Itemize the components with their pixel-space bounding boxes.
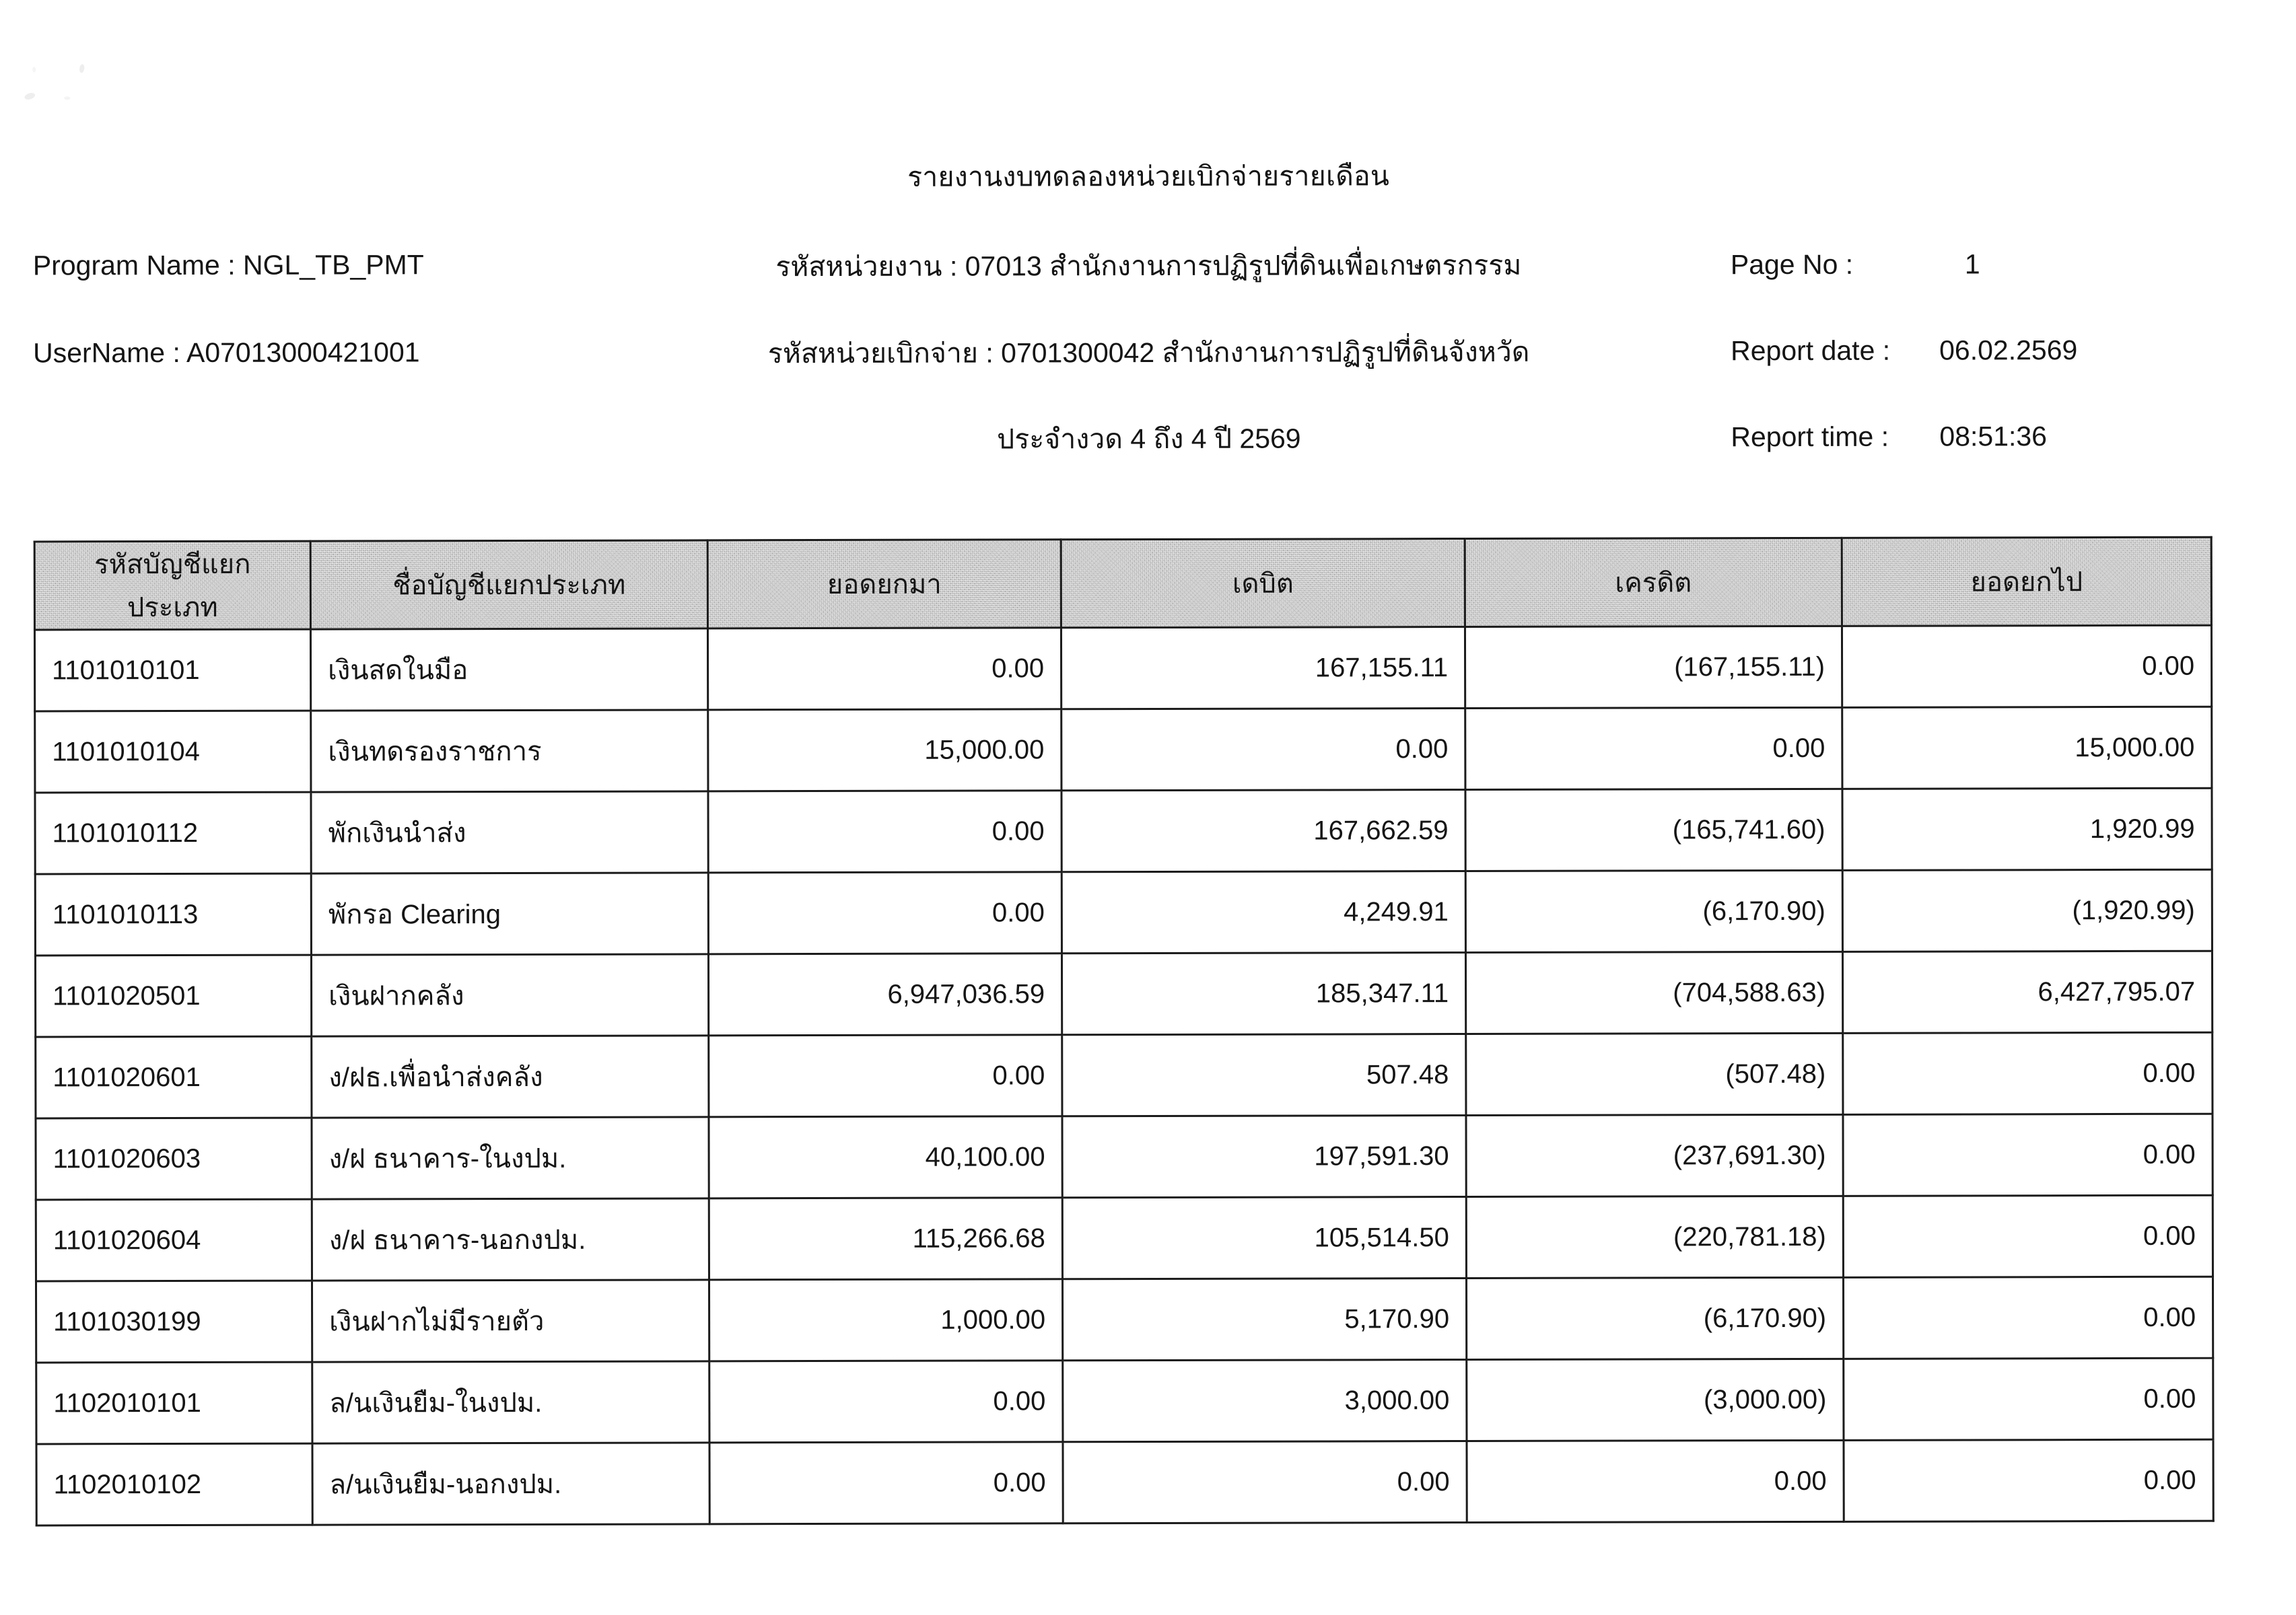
cell-credit: (6,170.90)	[1465, 870, 1842, 952]
cell-account-name: ล/นเงินยืม-ในงปม.	[312, 1361, 709, 1443]
cell-opening-balance: 0.00	[707, 628, 1061, 710]
report-time-value: 08:51:36	[1939, 421, 2048, 452]
cell-account-name: ล/นเงินยืม-นอกงปม.	[312, 1443, 709, 1525]
cell-credit: (704,588.63)	[1465, 952, 1842, 1034]
page-no-label: Page No :	[1730, 248, 1854, 281]
cell-closing-balance: 0.00	[1843, 1277, 2213, 1359]
cell-closing-balance: 6,427,795.07	[1842, 951, 2212, 1033]
cell-opening-balance: 0.00	[708, 872, 1062, 954]
cell-debit: 167,155.11	[1061, 627, 1465, 709]
cell-account-code: 1101010104	[35, 711, 311, 793]
cell-account-code: 1101020603	[36, 1118, 312, 1200]
table-row	[36, 1358, 2213, 1444]
cell-closing-balance: 0.00	[1843, 1114, 2213, 1196]
user-name-label: UserName : A07013000421001	[33, 336, 420, 369]
report-date-value: 06.02.2569	[1939, 334, 2078, 366]
cell-closing-balance: 0.00	[1843, 1032, 2213, 1114]
table-row	[35, 707, 2212, 793]
table-row	[35, 869, 2212, 956]
report-date-label: Report date :	[1731, 334, 1891, 367]
cell-credit: (167,155.11)	[1465, 626, 1842, 708]
cell-closing-balance: 15,000.00	[1842, 707, 2212, 789]
column-header-credit: เครดิต	[1465, 538, 1842, 626]
table-body	[34, 625, 2213, 1526]
cell-account-code: 1102010102	[36, 1443, 312, 1526]
cell-opening-balance: 15,000.00	[708, 709, 1062, 791]
program-name-label: Program Name : NGL_TB_PMT	[32, 249, 424, 281]
payer-unit-code-line: รหัสหน่วยเบิกจ่าย : 0701300042 สำนักงานการปฏิรูปที่ดินจังหวัด	[767, 336, 1530, 369]
cell-account-code: 1101030199	[36, 1281, 312, 1363]
agency-code-line: รหัสหน่วยงาน : 07013 สำนักงานการปฏิรูปที่ดินเพื่อเกษตรกรรม	[775, 249, 1522, 283]
cell-opening-balance: 0.00	[709, 1442, 1063, 1524]
table-row	[35, 951, 2212, 1037]
table-row	[36, 1277, 2213, 1363]
cell-debit: 4,249.91	[1062, 871, 1465, 954]
cell-account-code: 1101010112	[35, 792, 311, 874]
cell-closing-balance: 0.00	[1844, 1358, 2213, 1440]
cell-closing-balance: 0.00	[1843, 1195, 2213, 1277]
table-row	[36, 1114, 2213, 1200]
cell-opening-balance: 1,000.00	[709, 1279, 1062, 1361]
page-title: รายงานงบทดลองหน่วยเบิกจ่ายรายเดือน	[907, 160, 1390, 192]
cell-credit: 0.00	[1467, 1440, 1844, 1522]
cell-debit: 507.48	[1062, 1034, 1466, 1116]
cell-closing-balance: 1,920.99	[1842, 788, 2212, 870]
column-header-account-code: รหัสบัญชีแยกประเภท	[34, 541, 310, 630]
report-period-line: ประจำงวด 4 ถึง 4 ปี 2569	[997, 423, 1301, 455]
column-header-account-name: ชื่อบัญชีแยกประเภท	[310, 540, 707, 629]
report-time-label: Report time :	[1731, 421, 1889, 453]
cell-debit: 0.00	[1062, 709, 1465, 791]
cell-account-name: ง/ฝ ธนาคาร-นอกงปม.	[312, 1198, 709, 1281]
cell-debit: 105,514.50	[1062, 1197, 1466, 1279]
cell-debit: 0.00	[1063, 1441, 1467, 1523]
cell-opening-balance: 0.00	[709, 1035, 1062, 1117]
cell-debit: 3,000.00	[1063, 1360, 1467, 1442]
cell-account-code: 1101010113	[35, 873, 311, 956]
cell-account-name: ง/ฝ ธนาคาร-ในงปม.	[312, 1117, 709, 1199]
cell-credit: (237,691.30)	[1466, 1114, 1843, 1196]
cell-closing-balance: 0.00	[1844, 1439, 2213, 1521]
table-row	[36, 1195, 2213, 1281]
cell-account-name: พักรอ Clearing	[311, 873, 708, 955]
table-row	[35, 788, 2212, 874]
cell-closing-balance: 0.00	[1842, 625, 2211, 707]
cell-credit: 0.00	[1465, 707, 1842, 789]
trial-balance-table	[34, 536, 2215, 1527]
cell-credit: (3,000.00)	[1467, 1359, 1844, 1441]
table-row	[36, 1439, 2213, 1526]
cell-opening-balance: 6,947,036.59	[708, 954, 1062, 1036]
cell-opening-balance: 115,266.68	[709, 1198, 1062, 1280]
cell-account-name: ง/ฝธ.เพื่อนำส่งคลัง	[312, 1036, 709, 1118]
table-header-row	[34, 537, 2211, 630]
cell-account-code: 1101020501	[35, 955, 311, 1037]
report-header	[0, 0, 2296, 514]
cell-debit: 197,591.30	[1062, 1116, 1466, 1198]
table-row	[34, 625, 2211, 711]
cell-debit: 167,662.59	[1062, 790, 1465, 872]
cell-account-code: 1101020601	[36, 1036, 312, 1118]
cell-account-name: เงินฝากไม่มีรายตัว	[312, 1280, 709, 1362]
page-no-value: 1	[1964, 248, 1980, 280]
cell-opening-balance: 0.00	[709, 1361, 1063, 1443]
cell-opening-balance: 40,100.00	[709, 1116, 1062, 1198]
cell-credit: (507.48)	[1466, 1033, 1843, 1115]
cell-opening-balance: 0.00	[708, 791, 1062, 873]
cell-credit: (220,781.18)	[1466, 1196, 1843, 1278]
column-header-closing-balance: ยอดยกไป	[1842, 537, 2211, 626]
cell-account-name: เงินสดในมือ	[310, 629, 707, 711]
cell-account-name: เงินทดรองราชการ	[311, 710, 708, 792]
cell-account-name: พักเงินนำส่ง	[311, 791, 708, 873]
cell-account-code: 1101020604	[36, 1199, 312, 1281]
trial-balance-table-wrapper	[34, 536, 2213, 1527]
cell-credit: (6,170.90)	[1466, 1277, 1843, 1359]
column-header-debit: เดบิต	[1061, 539, 1465, 628]
column-header-opening-balance: ยอดยกมา	[707, 540, 1061, 629]
cell-debit: 185,347.11	[1062, 953, 1465, 1035]
cell-account-code: 1101010101	[34, 629, 310, 711]
table-row	[36, 1032, 2213, 1118]
cell-account-name: เงินฝากคลัง	[311, 954, 708, 1036]
cell-account-code: 1102010101	[36, 1362, 312, 1444]
cell-debit: 5,170.90	[1062, 1279, 1466, 1361]
cell-credit: (165,741.60)	[1465, 789, 1842, 871]
cell-closing-balance: (1,920.99)	[1842, 869, 2212, 952]
